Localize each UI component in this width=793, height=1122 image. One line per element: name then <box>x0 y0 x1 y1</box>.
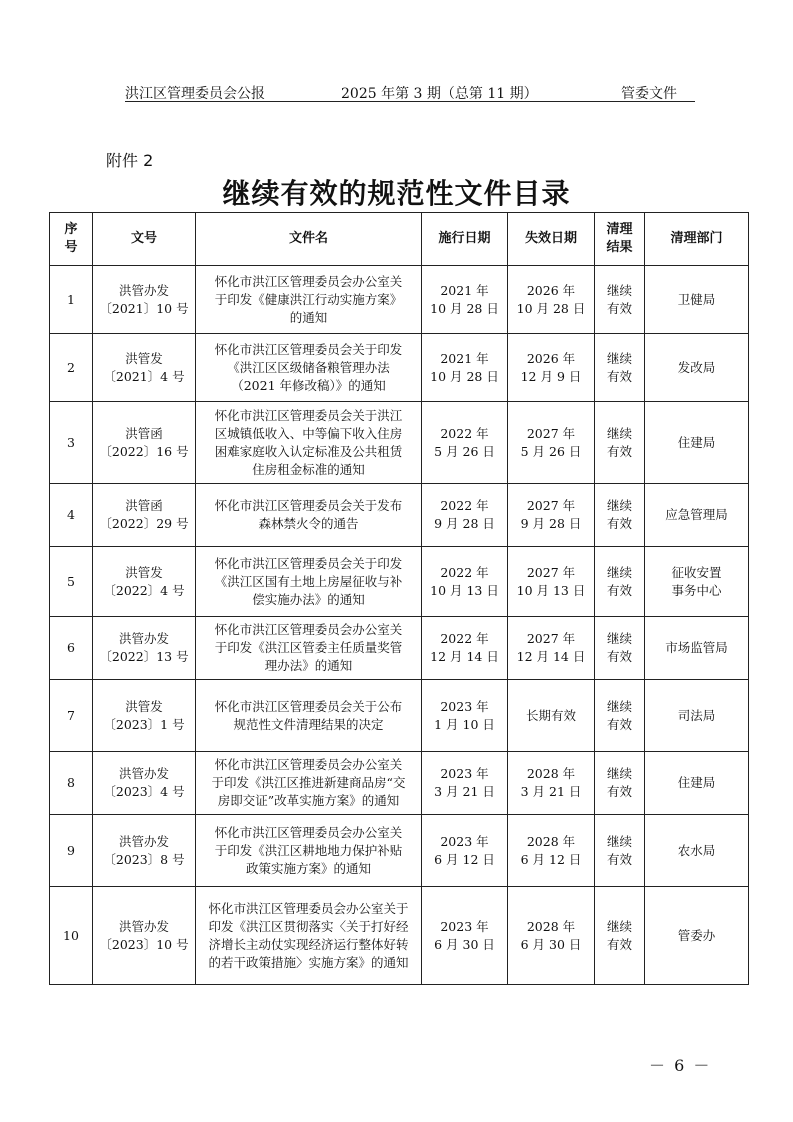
cell-expiry-date <box>508 484 595 547</box>
cell-effective-date-line: 2022 年 <box>440 425 489 441</box>
cell-doc-name <box>196 547 422 617</box>
cell-result-line: 继续 <box>606 350 632 366</box>
col-result-header <box>595 213 645 266</box>
cell-doc-name-line: 怀化市洪江区管理委员会办公室关 <box>214 757 403 772</box>
cell-department-line: 农水局 <box>677 842 716 858</box>
cell-result <box>595 402 645 484</box>
cell-result <box>595 334 645 402</box>
running-header <box>125 83 695 103</box>
table-row <box>50 266 749 334</box>
cell-expiry-date <box>508 266 595 334</box>
cell-doc-name-line: 怀化市洪江区管理委员会关于洪江 <box>214 407 403 423</box>
cell-doc-name-line: 怀化市洪江区管理委员会关于印发 <box>214 555 403 571</box>
cell-effective-date-line: 9 月 28 日 <box>434 516 495 531</box>
cell-expiry-date <box>508 617 595 680</box>
cell-doc-name-line: 怀化市洪江区管理委员会办公室关 <box>214 622 403 637</box>
cell-index: 3 <box>50 402 93 484</box>
cell-expiry-date-line: 长期有效 <box>525 707 576 723</box>
cell-expiry-date <box>508 752 595 815</box>
cell-doc-name-line: 理办法》的通知 <box>264 658 353 673</box>
cell-doc-no-line: 洪管发 <box>125 564 163 580</box>
cell-doc-name-line: 怀化市洪江区管理委员会办公室关于 <box>208 900 409 916</box>
cell-effective-date-line: 5 月 26 日 <box>434 443 495 459</box>
cell-effective-date <box>422 266 508 334</box>
cell-doc-name <box>196 887 422 985</box>
cell-doc-name-line: 怀化市洪江区管理委员会办公室关 <box>214 273 403 289</box>
cell-doc-no-line: 〔2021〕10 号 <box>99 300 189 316</box>
cell-department-line: 管委办 <box>677 927 716 943</box>
cell-doc-name-line: 规范性文件清理结果的决定 <box>233 716 384 732</box>
cell-doc-name-line: 困难家庭收入认定标准及公共租赁 <box>214 443 403 459</box>
cell-doc-name-line: 的若干政策措施〉实施方案》的通知 <box>208 954 409 970</box>
cell-department-line: 住建局 <box>677 775 716 790</box>
cell-doc-name-line: 怀化市洪江区管理委员会关于发布 <box>214 498 403 513</box>
cell-index: 1 <box>50 266 93 334</box>
col-dept-header: 清理部门 <box>645 213 749 266</box>
cell-doc-no-line: 洪管办发 <box>118 918 169 934</box>
header-issue: 2025 年第 3 期（总第 11 期） <box>341 86 538 102</box>
cell-doc-name-line: 于印发《洪江区耕地地力保护补贴 <box>214 842 403 858</box>
cell-doc-name-line: 于印发《洪江区管委主任质量奖管 <box>214 640 403 655</box>
cell-expiry-date <box>508 887 595 985</box>
cell-expiry-date-line: 2026 年 <box>526 350 576 366</box>
cell-department <box>645 334 749 402</box>
cell-expiry-date <box>508 402 595 484</box>
cell-result-line: 继续 <box>606 766 632 781</box>
cell-effective-date-line: 2021 年 <box>440 282 489 298</box>
cell-department-line: 住建局 <box>677 434 716 450</box>
cell-doc-no <box>93 752 196 815</box>
col-result-line1: 清理 <box>606 222 633 237</box>
cell-doc-no-line: 洪管办发 <box>118 631 169 646</box>
cell-effective-date-line: 2023 年 <box>440 766 489 781</box>
cell-effective-date <box>422 334 508 402</box>
cell-doc-no-line: 〔2021〕4 号 <box>103 368 185 384</box>
cell-result-line: 有效 <box>606 582 632 598</box>
cell-expiry-date-line: 2026 年 <box>526 282 576 298</box>
table-row <box>50 752 749 815</box>
cell-doc-no <box>93 547 196 617</box>
cell-expiry-date-line: 2027 年 <box>526 564 576 580</box>
cell-doc-no-line: 洪管函 <box>125 498 163 513</box>
cell-department <box>645 752 749 815</box>
cell-result-line: 继续 <box>606 425 632 441</box>
cell-doc-no-line: 〔2023〕8 号 <box>103 851 185 867</box>
cell-department-line: 应急管理局 <box>665 507 728 522</box>
cell-index: 9 <box>50 815 93 887</box>
cell-result-line: 继续 <box>606 918 632 934</box>
col-effective-header: 施行日期 <box>422 213 508 266</box>
cell-expiry-date-line: 2028 年 <box>526 766 576 781</box>
cell-result-line: 有效 <box>606 649 632 664</box>
cell-doc-no-line: 洪管发 <box>125 698 163 714</box>
cell-effective-date <box>422 680 508 752</box>
cell-effective-date-line: 10 月 28 日 <box>430 368 499 384</box>
cell-department <box>645 680 749 752</box>
header-section: 管委文件 <box>621 86 677 102</box>
cell-expiry-date-line: 2027 年 <box>526 631 576 646</box>
cell-result <box>595 484 645 547</box>
cell-doc-name-line: 于印发《健康洪江行动实施方案》 <box>214 291 403 307</box>
cell-index: 5 <box>50 547 93 617</box>
cell-result-line: 继续 <box>606 698 632 714</box>
cell-department <box>645 484 749 547</box>
cell-doc-no <box>93 402 196 484</box>
cell-index: 10 <box>50 887 93 985</box>
cell-doc-name-line: 偿实施办法》的通知 <box>252 591 365 607</box>
cell-effective-date-line: 2023 年 <box>440 918 489 934</box>
cell-doc-no <box>93 887 196 985</box>
cell-department-line: 发改局 <box>677 359 716 375</box>
cell-result <box>595 887 645 985</box>
cell-doc-no-line: 洪管办发 <box>118 833 169 849</box>
cell-doc-no-line: 〔2022〕4 号 <box>103 582 185 598</box>
cell-doc-name-line: 济增长主动仗实现经济运行整体好转 <box>208 936 409 952</box>
cell-expiry-date-line: 3 月 21 日 <box>520 784 582 799</box>
cell-result-line: 继续 <box>606 498 632 513</box>
cell-result-line: 有效 <box>606 443 632 459</box>
cell-doc-name <box>196 266 422 334</box>
cell-department <box>645 266 749 334</box>
table-body <box>50 266 749 985</box>
cell-doc-name <box>196 680 422 752</box>
cell-result <box>595 752 645 815</box>
table-row <box>50 887 749 985</box>
col-index-line2: 号 <box>64 240 78 255</box>
cell-doc-no <box>93 484 196 547</box>
cell-effective-date-line: 2022 年 <box>440 498 489 513</box>
cell-doc-name-line: 怀化市洪江区管理委员会关于印发 <box>214 341 403 357</box>
cell-result-line: 有效 <box>606 784 632 799</box>
cell-result-line: 有效 <box>606 300 632 316</box>
cell-doc-name <box>196 617 422 680</box>
cell-department-line: 征收安置 <box>671 564 722 580</box>
cell-expiry-date-line: 5 月 26 日 <box>520 443 582 459</box>
cell-doc-no <box>93 617 196 680</box>
cell-doc-no <box>93 680 196 752</box>
cell-result-line: 有效 <box>606 936 632 952</box>
cell-effective-date <box>422 402 508 484</box>
cell-effective-date-line: 2021 年 <box>440 350 489 366</box>
attachment-label: 附件 2 <box>106 151 154 170</box>
cell-result-line: 有效 <box>606 716 632 732</box>
cell-doc-no-line: 〔2023〕4 号 <box>103 784 185 799</box>
cell-doc-no <box>93 815 196 887</box>
cell-effective-date <box>422 887 508 985</box>
col-index-line1: 序 <box>64 222 78 237</box>
cell-department <box>645 402 749 484</box>
cell-expiry-date-line: 6 月 12 日 <box>520 851 582 867</box>
cell-expiry-date-line: 2028 年 <box>526 833 576 849</box>
cell-department <box>645 887 749 985</box>
cell-expiry-date-line: 2027 年 <box>526 498 576 513</box>
header-rule <box>125 101 695 102</box>
cell-doc-no-line: 〔2023〕10 号 <box>99 936 189 952</box>
cell-doc-name-line: 《洪江区国有土地上房屋征收与补 <box>214 573 403 589</box>
cell-effective-date-line: 2022 年 <box>440 631 489 646</box>
cell-expiry-date <box>508 547 595 617</box>
cell-doc-name-line: 住房租金标准的通知 <box>252 461 365 477</box>
cell-doc-no <box>93 334 196 402</box>
cell-expiry-date-line: 9 月 28 日 <box>520 516 582 531</box>
cell-doc-name-line: （2021 年修改稿）》的通知 <box>231 377 386 393</box>
cell-expiry-date-line: 6 月 30 日 <box>520 936 582 952</box>
cell-doc-name <box>196 752 422 815</box>
cell-department-line: 司法局 <box>677 707 716 723</box>
cell-doc-name-line: 政策实施方案》的通知 <box>245 860 371 876</box>
cell-doc-name <box>196 484 422 547</box>
cell-doc-name-line: 森林禁火令的通告 <box>258 516 359 531</box>
cell-department <box>645 547 749 617</box>
cell-department-line: 事务中心 <box>671 582 722 598</box>
cell-doc-name-line: 房即交证”改革实施方案》的通知 <box>217 793 400 808</box>
cell-doc-no-line: 洪管办发 <box>118 766 169 781</box>
cell-doc-name-line: 的通知 <box>289 309 328 325</box>
cell-result-line: 有效 <box>606 368 632 384</box>
cell-doc-no-line: 〔2022〕13 号 <box>99 649 189 664</box>
cell-result-line: 继续 <box>606 833 632 849</box>
cell-effective-date <box>422 484 508 547</box>
cell-expiry-date <box>508 334 595 402</box>
cell-effective-date-line: 6 月 12 日 <box>434 851 495 867</box>
cell-effective-date-line: 2023 年 <box>440 833 489 849</box>
cell-effective-date-line: 10 月 28 日 <box>430 300 499 316</box>
cell-doc-no-line: 〔2022〕16 号 <box>99 443 189 459</box>
cell-doc-no-line: 洪管办发 <box>118 282 169 298</box>
table-row <box>50 617 749 680</box>
cell-result-line: 继续 <box>606 564 632 580</box>
table-header-row <box>50 213 749 266</box>
cell-doc-no-line: 洪管发 <box>125 350 163 366</box>
cell-result <box>595 680 645 752</box>
cell-index: 6 <box>50 617 93 680</box>
cell-doc-no-line: 〔2023〕1 号 <box>103 716 185 732</box>
table-row <box>50 547 749 617</box>
cell-result-line: 继续 <box>606 282 632 298</box>
cell-index: 2 <box>50 334 93 402</box>
table-row <box>50 402 749 484</box>
cell-effective-date-line: 6 月 30 日 <box>434 936 495 952</box>
page-number: － 6 － <box>649 1056 712 1075</box>
col-docno-header: 文号 <box>93 213 196 266</box>
page-title: 继续有效的规范性文件目录 <box>222 177 571 210</box>
table-row <box>50 815 749 887</box>
cell-doc-name-line: 怀化市洪江区管理委员会关于公布 <box>214 698 403 714</box>
cell-effective-date-line: 2023 年 <box>440 698 489 714</box>
cell-expiry-date <box>508 680 595 752</box>
cell-doc-name <box>196 334 422 402</box>
cell-index: 8 <box>50 752 93 815</box>
cell-result <box>595 547 645 617</box>
cell-doc-no-line: 〔2022〕29 号 <box>99 516 189 531</box>
cell-expiry-date-line: 12 月 14 日 <box>516 649 586 664</box>
cell-expiry-date-line: 2027 年 <box>526 425 576 441</box>
cell-effective-date-line: 10 月 13 日 <box>430 582 499 598</box>
cell-doc-name-line: 《洪江区区级储备粮管理办法 <box>227 359 390 375</box>
cell-result <box>595 266 645 334</box>
cell-effective-date-line: 1 月 10 日 <box>434 716 495 732</box>
table-row <box>50 334 749 402</box>
col-expiry-header: 失效日期 <box>508 213 595 266</box>
document-catalog-table <box>49 212 749 985</box>
cell-doc-name-line: 印发《洪江区贯彻落实〈关于打好经 <box>208 918 409 934</box>
cell-effective-date <box>422 547 508 617</box>
table-row <box>50 680 749 752</box>
cell-department-line: 市场监管局 <box>665 640 728 655</box>
cell-doc-name-line: 怀化市洪江区管理委员会办公室关 <box>214 824 403 840</box>
cell-effective-date-line: 3 月 21 日 <box>434 784 495 799</box>
cell-effective-date <box>422 617 508 680</box>
cell-expiry-date <box>508 815 595 887</box>
cell-expiry-date-line: 10 月 28 日 <box>516 300 586 316</box>
cell-department <box>645 815 749 887</box>
cell-doc-no-line: 洪管函 <box>125 425 163 441</box>
cell-result-line: 有效 <box>606 516 632 531</box>
cell-effective-date-line: 12 月 14 日 <box>430 649 499 664</box>
cell-department <box>645 617 749 680</box>
cell-result-line: 有效 <box>606 851 632 867</box>
cell-expiry-date-line: 12 月 9 日 <box>520 368 582 384</box>
cell-doc-name-line: 区城镇低收入、中等偏下收入住房 <box>214 425 403 441</box>
cell-result <box>595 617 645 680</box>
cell-doc-name-line: 于印发《洪江区推进新建商品房“交 <box>211 775 406 790</box>
cell-doc-no <box>93 266 196 334</box>
cell-index: 7 <box>50 680 93 752</box>
cell-department-line: 卫健局 <box>677 291 716 307</box>
cell-effective-date-line: 2022 年 <box>440 564 489 580</box>
cell-result-line: 继续 <box>606 631 632 646</box>
col-name-header: 文件名 <box>196 213 422 266</box>
table-row <box>50 484 749 547</box>
cell-expiry-date-line: 2028 年 <box>526 918 576 934</box>
cell-expiry-date-line: 10 月 13 日 <box>516 582 586 598</box>
cell-effective-date <box>422 752 508 815</box>
cell-result <box>595 815 645 887</box>
cell-index: 4 <box>50 484 93 547</box>
cell-doc-name <box>196 402 422 484</box>
col-result-line2: 结果 <box>606 240 633 255</box>
cell-doc-name <box>196 815 422 887</box>
header-publication: 洪江区管理委员会公报 <box>125 86 265 102</box>
cell-effective-date <box>422 815 508 887</box>
col-index-header <box>50 213 93 266</box>
